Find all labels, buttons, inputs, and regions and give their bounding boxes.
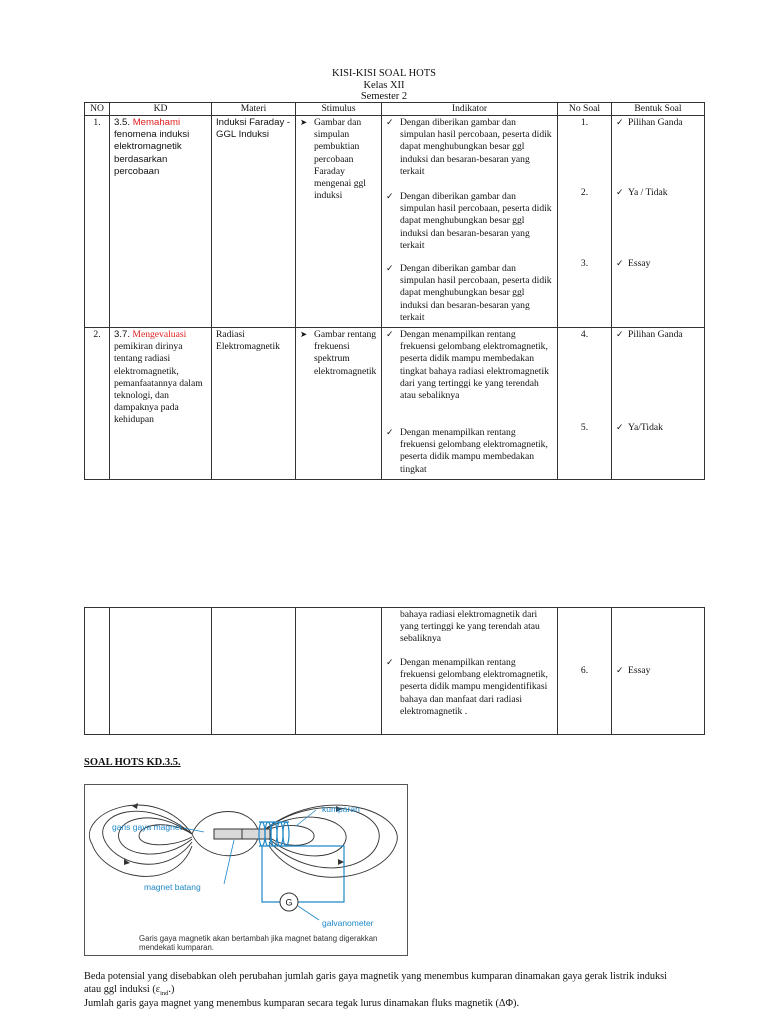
table-row <box>85 608 705 735</box>
bentuk-value: Ya/Tidak <box>628 422 663 433</box>
arrow-bullet-icon: ➤ <box>300 330 308 340</box>
label-garis-gaya: garis gaya magnet <box>112 822 182 832</box>
col-indikator: Indikator <box>382 103 558 116</box>
row-no-soal <box>558 328 612 480</box>
arrow-bullet-icon: ➤ <box>300 118 308 128</box>
indikator-text: Dengan diberikan gambar dan simpulan hasil percobaan, peserta didik dapat menghubungkan besar ggl induksi dan besaran-besaran yang terkait <box>400 263 552 323</box>
col-bentuk: Bentuk Soal <box>612 103 705 116</box>
row-bentuk <box>612 116 705 328</box>
bentuk-value: Pilihan Ganda <box>628 117 683 128</box>
no-soal-value: 3. <box>580 258 589 269</box>
no-soal-value: 1. <box>580 117 589 128</box>
row-bentuk <box>612 328 705 480</box>
row-stimulus <box>296 328 382 480</box>
no-soal-value: 2. <box>580 187 589 198</box>
check-icon: ✓ <box>616 665 624 676</box>
col-kd: KD <box>110 103 212 116</box>
label-magnet-batang: magnet batang <box>144 882 201 892</box>
stimulus-text: Gambar dan simpulan pembuktian percobaan Faraday mengenai ggl induksi <box>314 117 366 202</box>
col-stimulus: Stimulus <box>296 103 382 116</box>
check-icon: ✓ <box>386 192 394 202</box>
table-header-row <box>85 103 705 116</box>
bentuk-value: Pilihan Ganda <box>628 329 683 340</box>
row-no-soal <box>558 116 612 328</box>
row-indikator <box>382 608 558 735</box>
kd-number: 3.7. <box>114 329 131 340</box>
row-materi: Induksi Faraday -GGL Induksi <box>212 116 296 328</box>
check-icon: ✓ <box>386 428 394 438</box>
check-icon: ✓ <box>616 330 624 340</box>
indikator-text: Dengan menampilkan rentang frekuensi gelombang elektromagnetik, peserta didik mampu membedakan tingkat <box>400 427 548 475</box>
table-row <box>85 328 705 480</box>
kisi-table <box>84 102 705 480</box>
bentuk-value: Essay <box>628 258 651 269</box>
no-soal-value: 6. <box>558 608 612 735</box>
stimulus-text: Gambar rentang frekuensi spektrum elektromagnetik <box>314 329 377 377</box>
indikator-text: Dengan diberikan gambar dan simpulan hasil percobaan, peserta didik dapat menghubungkan besar ggl induksi dan besaran-besaran yang terkait <box>400 191 552 251</box>
indikator-text: Dengan diberikan gambar dan simpulan hasil percobaan, peserta didik dapat menghubungkan besar ggl induksi dan besaran-besaran yang terkait <box>400 117 552 177</box>
para-line: Beda potensial yang disebabkan oleh perubahan jumlah garis gaya magnetik yang menembus kumparan dinamakan gaya gerak listrik induksi <box>84 971 668 982</box>
check-icon: ✓ <box>386 264 394 274</box>
no-soal-value: 5. <box>580 422 589 433</box>
row-indikator <box>382 328 558 480</box>
row-indikator <box>382 116 558 328</box>
faraday-figure <box>84 784 408 956</box>
check-icon: ✓ <box>616 118 624 128</box>
section-title: SOAL HOTS KD.3.5. <box>84 757 181 768</box>
check-icon: ✓ <box>386 118 394 128</box>
row-kd <box>110 116 212 328</box>
kd-verb: Mengevaluasi <box>132 329 187 340</box>
check-icon: ✓ <box>616 259 624 269</box>
col-no-soal: No Soal <box>558 103 612 116</box>
row-kd <box>110 328 212 480</box>
row-no: 2. <box>85 328 110 480</box>
galvanometer-symbol: G <box>285 897 293 908</box>
indikator-text: Dengan menampilkan rentang frekuensi gelombang elektromagnetik, peserta didik mampu membedakan tingkat bahaya radiasi elektromagnetik dari yang tertinggi ke yang terendah atau sebaliknya <box>400 329 549 402</box>
doc-semester: Semester 2 <box>360 91 408 102</box>
check-icon: ✓ <box>616 188 624 198</box>
check-icon: ✓ <box>386 658 394 668</box>
indikator-text: Dengan menampilkan rentang frekuensi gelombang elektromagnetik, peserta didik mampu mengidentifikasi bahaya dan manfaat dari radiasi elektromagnetik . <box>400 657 548 717</box>
table-row <box>85 116 705 328</box>
label-kumparan: kumparan <box>322 804 360 814</box>
faraday-diagram <box>84 784 408 956</box>
paragraph-ggl <box>84 971 714 1000</box>
kd-number: 3.5. <box>114 117 131 128</box>
row-bentuk <box>612 608 705 735</box>
figure-caption-line1: Garis gaya magnetik akan bertambah jika magnet batang digerakkan <box>139 934 378 943</box>
col-materi: Materi <box>212 103 296 116</box>
bentuk-value: Essay <box>628 664 651 676</box>
doc-title: KISI-KISI SOAL HOTS <box>331 68 437 79</box>
kd-text: pemikiran dirinya tentang radiasi elektromagnetik, pemanfaatannya dalam teknologi, dan dampaknya pada kehidupan <box>114 341 203 426</box>
kd-text: fenomena induksi elektromagnetik berdasarkan percobaan <box>114 129 190 177</box>
para-line: atau ggl induksi $(\varepsilon_{ind}.)$ <box>84 983 175 997</box>
row-materi: Radiasi Elektromagnetik <box>212 328 296 480</box>
label-galvanometer: galvanometer <box>322 918 374 928</box>
row-stimulus <box>296 116 382 328</box>
check-icon: ✓ <box>386 330 394 340</box>
paragraph-fluks: Jumlah garis gaya magnet yang menembus kumparan secara tegak lurus dinamakan fluks magnetik (ΔΦ). <box>84 998 520 1009</box>
doc-kelas: Kelas XII <box>363 79 405 91</box>
row-no: 1. <box>85 116 110 328</box>
col-no: NO <box>85 103 110 116</box>
figure-caption-line2: mendekati kumparan. <box>139 943 214 952</box>
no-soal-value: 4. <box>580 329 589 340</box>
check-icon: ✓ <box>616 423 624 433</box>
kisi-table-continued <box>84 607 705 735</box>
bentuk-value: Ya / Tidak <box>628 187 668 198</box>
kd-verb: Memahami <box>132 117 181 128</box>
indikator-text: bahaya radiasi elektromagnetik dari yang tertinggi ke yang terendah atau sebaliknya <box>400 609 540 645</box>
